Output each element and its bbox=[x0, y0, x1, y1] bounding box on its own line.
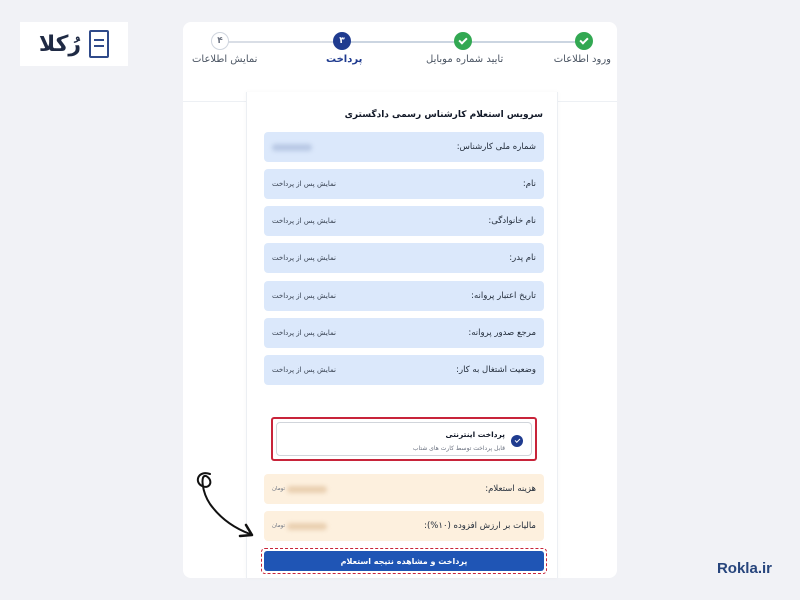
payment-option-title: پرداخت اینترنتی bbox=[445, 430, 505, 439]
field-father-name bbox=[264, 243, 544, 273]
payment-option-online[interactable] bbox=[276, 422, 532, 456]
blurred-amount bbox=[287, 486, 327, 493]
field-national-id bbox=[264, 132, 544, 162]
cost-vat bbox=[264, 511, 544, 541]
inquiry-panel bbox=[246, 92, 558, 578]
cost-value bbox=[272, 486, 327, 493]
field-label: مرجع صدور پروانه: bbox=[468, 328, 536, 338]
field-first-name bbox=[264, 169, 544, 199]
step-4-label: نمایش اطلاعات bbox=[192, 54, 258, 65]
field-value: نمایش پس از پرداخت bbox=[272, 254, 336, 262]
cost-label: مالیات بر ارزش افزوده (۱۰%): bbox=[424, 521, 536, 531]
step-3-label: پرداخت bbox=[326, 54, 363, 65]
cost-value bbox=[272, 523, 327, 530]
field-value: نمایش پس از پرداخت bbox=[272, 366, 336, 374]
cost-label: هزینه استعلام: bbox=[485, 484, 536, 494]
cost-inquiry-fee bbox=[264, 474, 544, 504]
field-label: شماره ملی کارشناس: bbox=[456, 142, 536, 152]
field-label: نام: bbox=[522, 179, 536, 189]
step-1-check-icon bbox=[575, 32, 593, 50]
field-value: نمایش پس از پرداخت bbox=[272, 217, 336, 225]
field-employment-status bbox=[264, 355, 544, 385]
step-2-label: تایید شماره موبایل bbox=[426, 54, 504, 65]
logo-text: رُکلا bbox=[38, 31, 82, 57]
field-last-name bbox=[264, 206, 544, 236]
step-1-label: ورود اطلاعات bbox=[553, 54, 611, 65]
blurred-amount bbox=[287, 523, 327, 530]
document-icon bbox=[89, 30, 109, 58]
field-license-expiry bbox=[264, 281, 544, 311]
step-connector bbox=[464, 41, 585, 43]
payment-option-highlight bbox=[271, 417, 537, 461]
currency-unit: تومان bbox=[272, 486, 286, 492]
submit-highlight bbox=[261, 548, 547, 574]
brand-url[interactable]: Rokla.ir bbox=[716, 560, 772, 577]
field-value: نمایش پس از پرداخت bbox=[272, 180, 336, 188]
step-3-indicator: ۳ bbox=[333, 32, 351, 50]
field-label: تاریخ اعتبار پروانه: bbox=[471, 291, 536, 301]
step-connector bbox=[343, 41, 464, 43]
field-label: نام پدر: bbox=[509, 253, 536, 263]
step-2-check-icon bbox=[454, 32, 472, 50]
payment-option-subtitle: قابل پرداخت توسط کارت های شتاب bbox=[412, 445, 505, 452]
field-label: نام خانوادگی: bbox=[488, 216, 536, 226]
radio-checked-icon[interactable] bbox=[511, 435, 523, 447]
logo[interactable] bbox=[20, 22, 128, 66]
field-label: وضعیت اشتغال به کار: bbox=[456, 365, 536, 375]
step-connector bbox=[220, 41, 343, 43]
step-4-indicator: ۴ bbox=[211, 32, 229, 50]
pay-and-view-result-button[interactable]: پرداخت و مشاهده نتیجه استعلام bbox=[264, 551, 544, 571]
blurred-value bbox=[272, 144, 312, 151]
currency-unit: تومان bbox=[272, 523, 286, 529]
field-value: نمایش پس از پرداخت bbox=[272, 292, 336, 300]
panel-title: سرویس استعلام کارشناس رسمی دادگستری bbox=[344, 110, 543, 120]
pointer-arrow-icon bbox=[188, 468, 258, 548]
field-value: نمایش پس از پرداخت bbox=[272, 329, 336, 337]
field-license-issuer bbox=[264, 318, 544, 348]
stepper bbox=[183, 22, 617, 102]
